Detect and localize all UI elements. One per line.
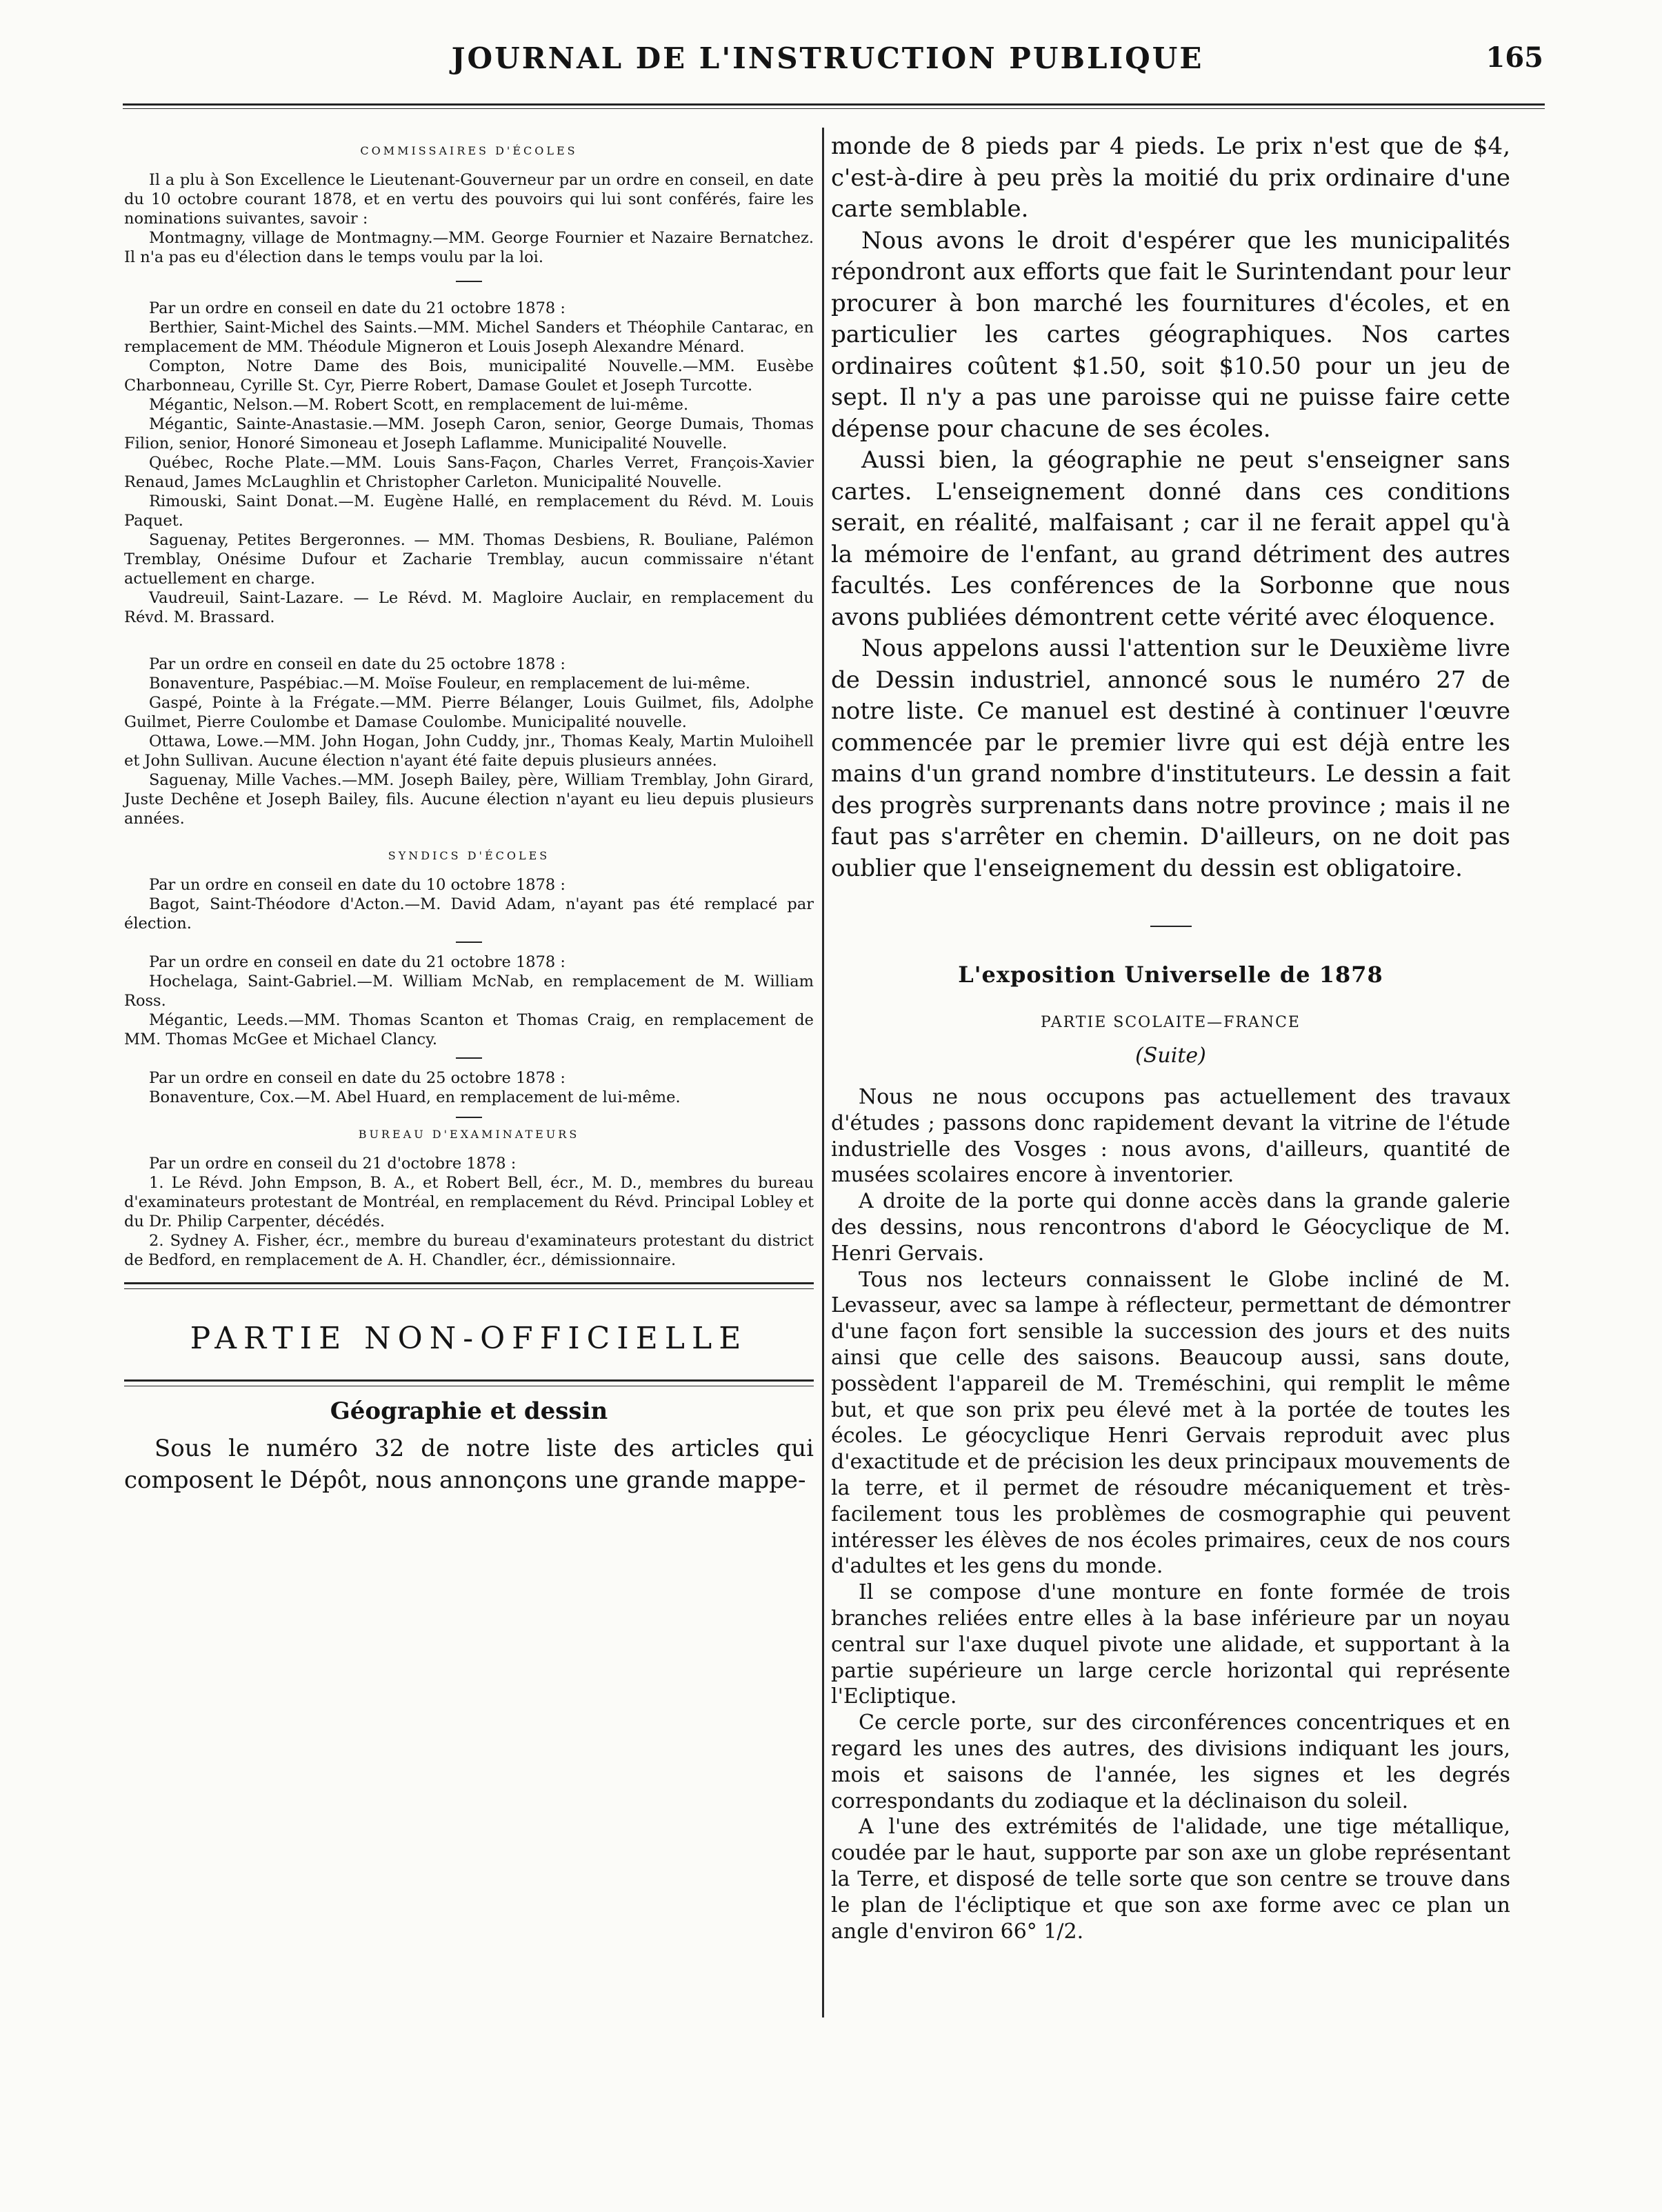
syndics-section [124, 846, 814, 1107]
list-item: Saguenay, Mille Vaches.—MM. Joseph Bailey, père, William Tremblay, John Girard, Juste Dechêne et Joseph Bailey, fils. Aucune élection n'ayant eu lieu depuis plusieurs années. [124, 771, 814, 828]
list-item: Bagot, Saint-Théodore d'Acton.—M. David Adam, n'ayant pas été remplacé par élection. [124, 895, 814, 933]
list-item: Mégantic, Sainte-Anastasie.—MM. Joseph Caron, senior, George Dumais, Thomas Filion, senior, Honoré Simoneau et Joseph Laflamme. Municipalité Nouvelle. [124, 415, 814, 452]
banner-rule-bottom [124, 1379, 814, 1386]
right-column [831, 131, 1510, 1944]
order-21-octobre: Par un ordre en conseil en date du 21 octobre 1878 : [149, 953, 565, 971]
paragraph: A l'une des extrémités de l'alidade, une tige métallique, coudée par le haut, supporte par son axe un globe représentant la Terre, et disposé de telle sorte que son centre se trouve dans le plan de l'écliptique et que son axe forme avec ce plan un angle d'environ 66° 1/2. [831, 1815, 1510, 1944]
exposition-suite: (Suite) [1135, 1044, 1206, 1068]
partie-non-officielle-banner: PARTIE NON-OFFICIELLE [190, 1321, 748, 1356]
list-item: Bonaventure, Paspébiac.—M. Moïse Fouleur, en remplacement de lui-même. [149, 675, 751, 693]
paragraph: Nous appelons aussi l'attention sur le Deuxième livre de Dessin industriel, annoncé sous le numéro 27 de notre liste. Ce manuel est destiné à continuer l'œuvre commencée par le premier livre qui est déjà entre les mains d'un grand nombre d'instituteurs. Le dessin a fait des progrès surprenants dans notre province ; mais il ne faut pas s'arrêter en chemin. D'ailleurs, on ne doit pas oublier que l'enseignement du dessin est obligatoire. [831, 635, 1510, 882]
column-divider [822, 128, 824, 2017]
list-item: Vaudreuil, Saint-Lazare. — Le Révd. M. Magloire Auclair, en remplacement du Révd. M. Brassard. [124, 589, 814, 626]
paragraph: Nous ne nous occupons pas actuellement des travaux d'études ; passons donc rapidement devant la vitrine de l'étude industrielle des Vosges : nous avons, d'ailleurs, quantité de musées scolaires encore à inventorier. [831, 1085, 1510, 1188]
commissaires-intro: Il a plu à Son Excellence le Lieutenant-Gouverneur par un ordre en conseil, en date du 10 octobre courant 1878, et en vertu des pouvoirs qui lui sont conférés, faire les nominations suivantes, savoir : [124, 171, 814, 228]
exposition-title: L'exposition Universelle de 1878 [958, 961, 1383, 988]
page-header-title: JOURNAL DE L'INSTRUCTION PUBLIQUE [451, 41, 1204, 75]
section-dash [456, 1117, 482, 1118]
paragraph: monde de 8 pieds par 4 pieds. Le prix n'est que de $4, c'est-à-dire à peu près la moitié du prix ordinaire d'une carte semblable. [831, 132, 1510, 223]
order-10-octobre: Par un ordre en conseil en date du 10 octobre 1878 : [149, 876, 565, 894]
section-dash [1150, 926, 1192, 927]
order-25-octobre: Par un ordre en conseil en date du 25 octobre 1878 : [149, 655, 565, 673]
header-rule-bottom [123, 108, 1545, 109]
geographie-continuation [831, 131, 1510, 884]
paragraph: Il se compose d'une monture en fonte formée de trois branches reliées entre elles à la base inférieure par un noyau central sur l'axe duquel pivote une alidade, et supportant à la partie supérieure un large cercle horizontal qui représente l'Ecliptique. [831, 1580, 1510, 1709]
order-21-octobre: Par un ordre en conseil en date du 21 octobre 1878 : [149, 299, 565, 317]
order-25-octobre: Par un ordre en conseil en date du 25 octobre 1878 : [149, 1069, 565, 1087]
paragraph: Ce cercle porte, sur des circonférences concentriques et en regard les unes des autres, des divisions indiquant les jours, mois et saisons de l'année, les signes et les degrés correspondants du zodiaque et la déclinaison du soleil. [831, 1711, 1510, 1813]
geographie-paragraph: Sous le numéro 32 de notre liste des articles qui composent le Dépôt, nous annonçons une grande mappe- [124, 1435, 814, 1494]
geographie-title: Géographie et dessin [330, 1397, 608, 1425]
commissaires-heading: COMMISSAIRES D'ÉCOLES [360, 144, 578, 157]
header-rule-top [123, 103, 1545, 106]
list-item: Bonaventure, Cox.—M. Abel Huard, en remplacement de lui-même. [149, 1088, 681, 1106]
syndics-heading: SYNDICS D'ÉCOLES [388, 849, 550, 862]
list-item: Québec, Roche Plate.—MM. Louis Sans-Façon, Charles Verret, François-Xavier Renaud, James McLaughlin et Christopher Carleton. Municipalité Nouvelle. [124, 454, 814, 491]
paragraph: Nous avons le droit d'espérer que les municipalités répondront aux efforts que fait le Surintendant pour leur procurer à bon marché les fournitures d'écoles, et en particulier les cartes géographiques. Nos cartes ordinaires coûtent $1.50, soit $10.50 pour un jeu de sept. Il n'y a pas une paroisse qui ne puisse faire cette dépense pour chacune de ses écoles. [831, 226, 1510, 443]
section-dash [456, 281, 482, 282]
bureau-heading: BUREAU D'EXAMINATEURS [358, 1128, 580, 1141]
list-item: Hochelaga, Saint-Gabriel.—M. William McNab, en remplacement de M. William Ross. [124, 973, 814, 1010]
list-item: Saguenay, Petites Bergeronnes. — MM. Thomas Desbiens, R. Bouliane, Palémon Tremblay, Onésime Dufour et Zacharie Tremblay, aucun commissaire n'étant actuellement en charge. [124, 531, 814, 588]
section-dash [456, 1057, 482, 1059]
list-item: Mégantic, Nelson.—M. Robert Scott, en remplacement de lui-même. [149, 396, 689, 414]
banner-rule-top [124, 1282, 814, 1289]
bureau-section [124, 1117, 814, 1270]
exposition-subtitle: PARTIE SCOLAITE—FRANCE [1041, 1014, 1301, 1031]
paragraph: Tous nos lecteurs connaissent le Globe incliné de M. Levasseur, avec sa lampe à réflecteur, permettant de démontrer d'une façon fort sensible la succession des jours et des nuits ainsi que celle des saisons. Beaucoup aussi, sans doute, possèdent l'appareil de M. Treméschini, qui remplit le même but, et que son prix peu élevé met à la portée de toutes les écoles. Le géocyclique Henri Gervais reproduit avec plus d'exactitude et de précision les deux principaux mouvements de la terre, et il permet de résoudre mécaniquement et très-facilement tous les problèmes de cosmographie qui peuvent intéresser les élèves de nos écoles primaires, ceux de nos cours d'adultes et les gens du monde. [831, 1267, 1510, 1579]
page-number: 165 [1485, 41, 1543, 74]
bureau-order: Par un ordre en conseil du 21 d'octobre 1878 : [149, 1155, 517, 1173]
paragraph: Aussi bien, la géographie ne peut s'enseigner sans cartes. L'enseignement donné dans ces conditions serait, en réalité, malfaisant ; car il ne ferait appel qu'à la mémoire de l'enfant, au grand détriment des autres facultés. Les conférences de la Sorbonne que nous avons publiées démontrent cette vérité avec éloquence. [831, 446, 1510, 631]
left-column [124, 134, 814, 1496]
list-item: Compton, Notre Dame des Bois, municipalité Nouvelle.—MM. Eusèbe Charbonneau, Cyrille St. Cyr, Pierre Robert, Damase Goulet et Joseph Turcotte. [124, 357, 814, 395]
geographie-body [124, 1433, 814, 1496]
list-item: Rimouski, Saint Donat.—M. Eugène Hallé, en remplacement du Révd. M. Louis Paquet. [124, 492, 814, 530]
commissaires-section [124, 141, 814, 828]
exposition-body [831, 1084, 1510, 1944]
paragraph: A droite de la porte qui donne accès dans la grande galerie des dessins, nous rencontrons d'abord le Géocyclique de M. Henri Gervais. [831, 1189, 1510, 1266]
section-dash [456, 941, 482, 943]
list-item: Berthier, Saint-Michel des Saints.—MM. Michel Sanders et Théophile Cantarac, en remplacement de MM. Théodule Migneron et Louis Joseph Alexandre Ménard. [124, 319, 814, 356]
commissaires-montmagny: Montmagny, village de Montmagny.—MM. George Fournier et Nazaire Bernatchez. Il n'a pas eu d'élection dans le temps voulu par la loi. [124, 229, 814, 266]
list-item: Gaspé, Pointe à la Frégate.—MM. Pierre Bélanger, Louis Guilmet, fils, Adolphe Guilmet, Pierre Coulombe et Damase Coulombe. Municipalité nouvelle. [124, 694, 814, 731]
list-item: Ottawa, Lowe.—MM. John Hogan, John Cuddy, jnr., Thomas Kealy, Martin Muloihell et John Sullivan. Aucune élection n'ayant été faite depuis plusieurs années. [124, 733, 814, 770]
list-item: 2. Sydney A. Fisher, écr., membre du bureau d'examinateurs protestant du district de Bedford, en remplacement de A. H. Chandler, écr., démissionnaire. [124, 1232, 814, 1269]
spacer [124, 627, 814, 655]
list-item: Mégantic, Leeds.—MM. Thomas Scanton et Thomas Craig, en remplacement de MM. Thomas McGee et Michael Clancy. [124, 1011, 814, 1048]
list-item: 1. Le Révd. John Empson, B. A., et Robert Bell, écr., M. D., membres du bureau d'examinateurs protestant de Montréal, en remplacement du Révd. Principal Lobley et du Dr. Philip Carpenter, décédés. [124, 1174, 814, 1230]
